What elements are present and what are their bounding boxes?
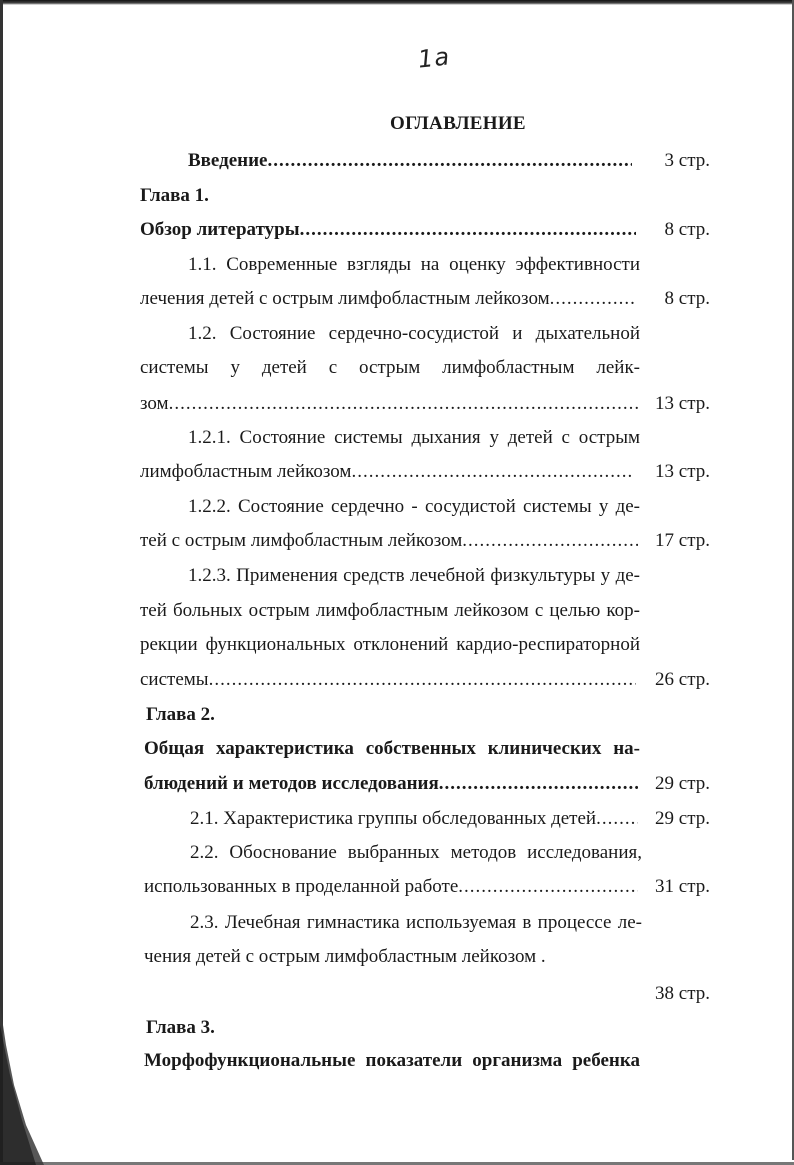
toc-line: тей больных острым лимфобластным лейкозом с целью кор-: [140, 600, 640, 621]
toc-entry-text: использованных в проделанной работе: [144, 876, 459, 897]
scan-edge-top: [0, 0, 794, 5]
toc-entry-text: Введение: [188, 150, 268, 171]
toc-entry-2-2: [144, 873, 638, 901]
toc-line: системы у детей с острым лимфобластным лейк-: [140, 357, 640, 378]
toc-page-number: 31 стр.: [655, 876, 710, 897]
toc-entry-text: лимфобластным лейкозом: [140, 461, 352, 482]
toc-line: 2.3. Лечебная гимнастика используемая в процессе ле-: [190, 912, 642, 933]
toc-entry-text: блюдений и методов исследования: [144, 773, 439, 794]
toc-entry-1-2-2: [140, 527, 638, 555]
toc-entry-chapter-1: [140, 216, 636, 244]
toc-page-number: 26 стр.: [655, 669, 710, 690]
toc-line: 1.2.3. Применения средств лечебной физкультуры у де-: [188, 565, 640, 586]
toc-line: 1.1. Современные взгляды на оценку эффективности: [188, 254, 640, 275]
chapter-label: Глава 3.: [146, 1017, 215, 1038]
toc-page-number: 29 стр.: [655, 773, 710, 794]
toc-title: ОГЛАВЛЕНИЕ: [390, 113, 526, 134]
toc-line: 1.2.1. Состояние системы дыхания у детей с острым: [188, 427, 640, 448]
toc-entry-text: 2.1. Характеристика группы обследованных детей: [190, 808, 597, 829]
toc-line: Общая характеристика собственных клинических на-: [144, 738, 640, 759]
scan-edge-left: [0, 0, 3, 1165]
toc-entry-1-1: [140, 285, 634, 313]
toc-page-number: 13 стр.: [655, 393, 710, 414]
toc-page-number: 29 стр.: [655, 808, 710, 829]
toc-entry-text: тей с острым лимфобластным лейкозом: [140, 530, 463, 551]
toc-page-number: 8 стр.: [664, 219, 710, 240]
toc-entry-1-2-3: [140, 666, 636, 694]
toc-entry-text: зом: [140, 393, 169, 414]
toc-page-number: 8 стр.: [664, 288, 710, 309]
toc-page-number: 13 стр.: [655, 461, 710, 482]
toc-entry-text: Обзор литературы: [140, 219, 300, 240]
toc-entry-text: системы: [140, 669, 209, 690]
toc-entry-1-2-1: [140, 458, 634, 486]
toc-line: Морфофункциональные показатели организма ребенка: [144, 1050, 640, 1071]
handwritten-page-number: 1a: [416, 42, 452, 74]
toc-entry-chapter-2: [144, 770, 638, 798]
toc-line: рекции функциональных отклонений кардио-респираторной: [140, 634, 640, 655]
toc-line: чения детей с острым лимфобластным лейкозом .: [144, 946, 546, 967]
toc-page-number: 38 стр.: [655, 983, 710, 1004]
toc-entry-text: лечения детей с острым лимфобластным лейкозом: [140, 288, 550, 309]
toc-line: 1.2. Состояние сердечно-сосудистой и дыхательной: [188, 323, 640, 344]
chapter-label: Глава 1.: [140, 185, 209, 206]
scan-corner-shadow: [0, 1005, 60, 1165]
toc-page-number: 17 стр.: [655, 530, 710, 551]
toc-entry-intro: [188, 147, 632, 175]
toc-line: 1.2.2. Состояние сердечно - сосудистой системы у де-: [188, 496, 640, 517]
toc-page-number: 3 стр.: [664, 150, 710, 171]
toc-entry-1-2: [140, 390, 638, 418]
toc-entry-2-1: [190, 805, 638, 833]
toc-line: 2.2. Обоснование выбранных методов исследования,: [190, 842, 642, 863]
chapter-label: Глава 2.: [146, 704, 215, 725]
